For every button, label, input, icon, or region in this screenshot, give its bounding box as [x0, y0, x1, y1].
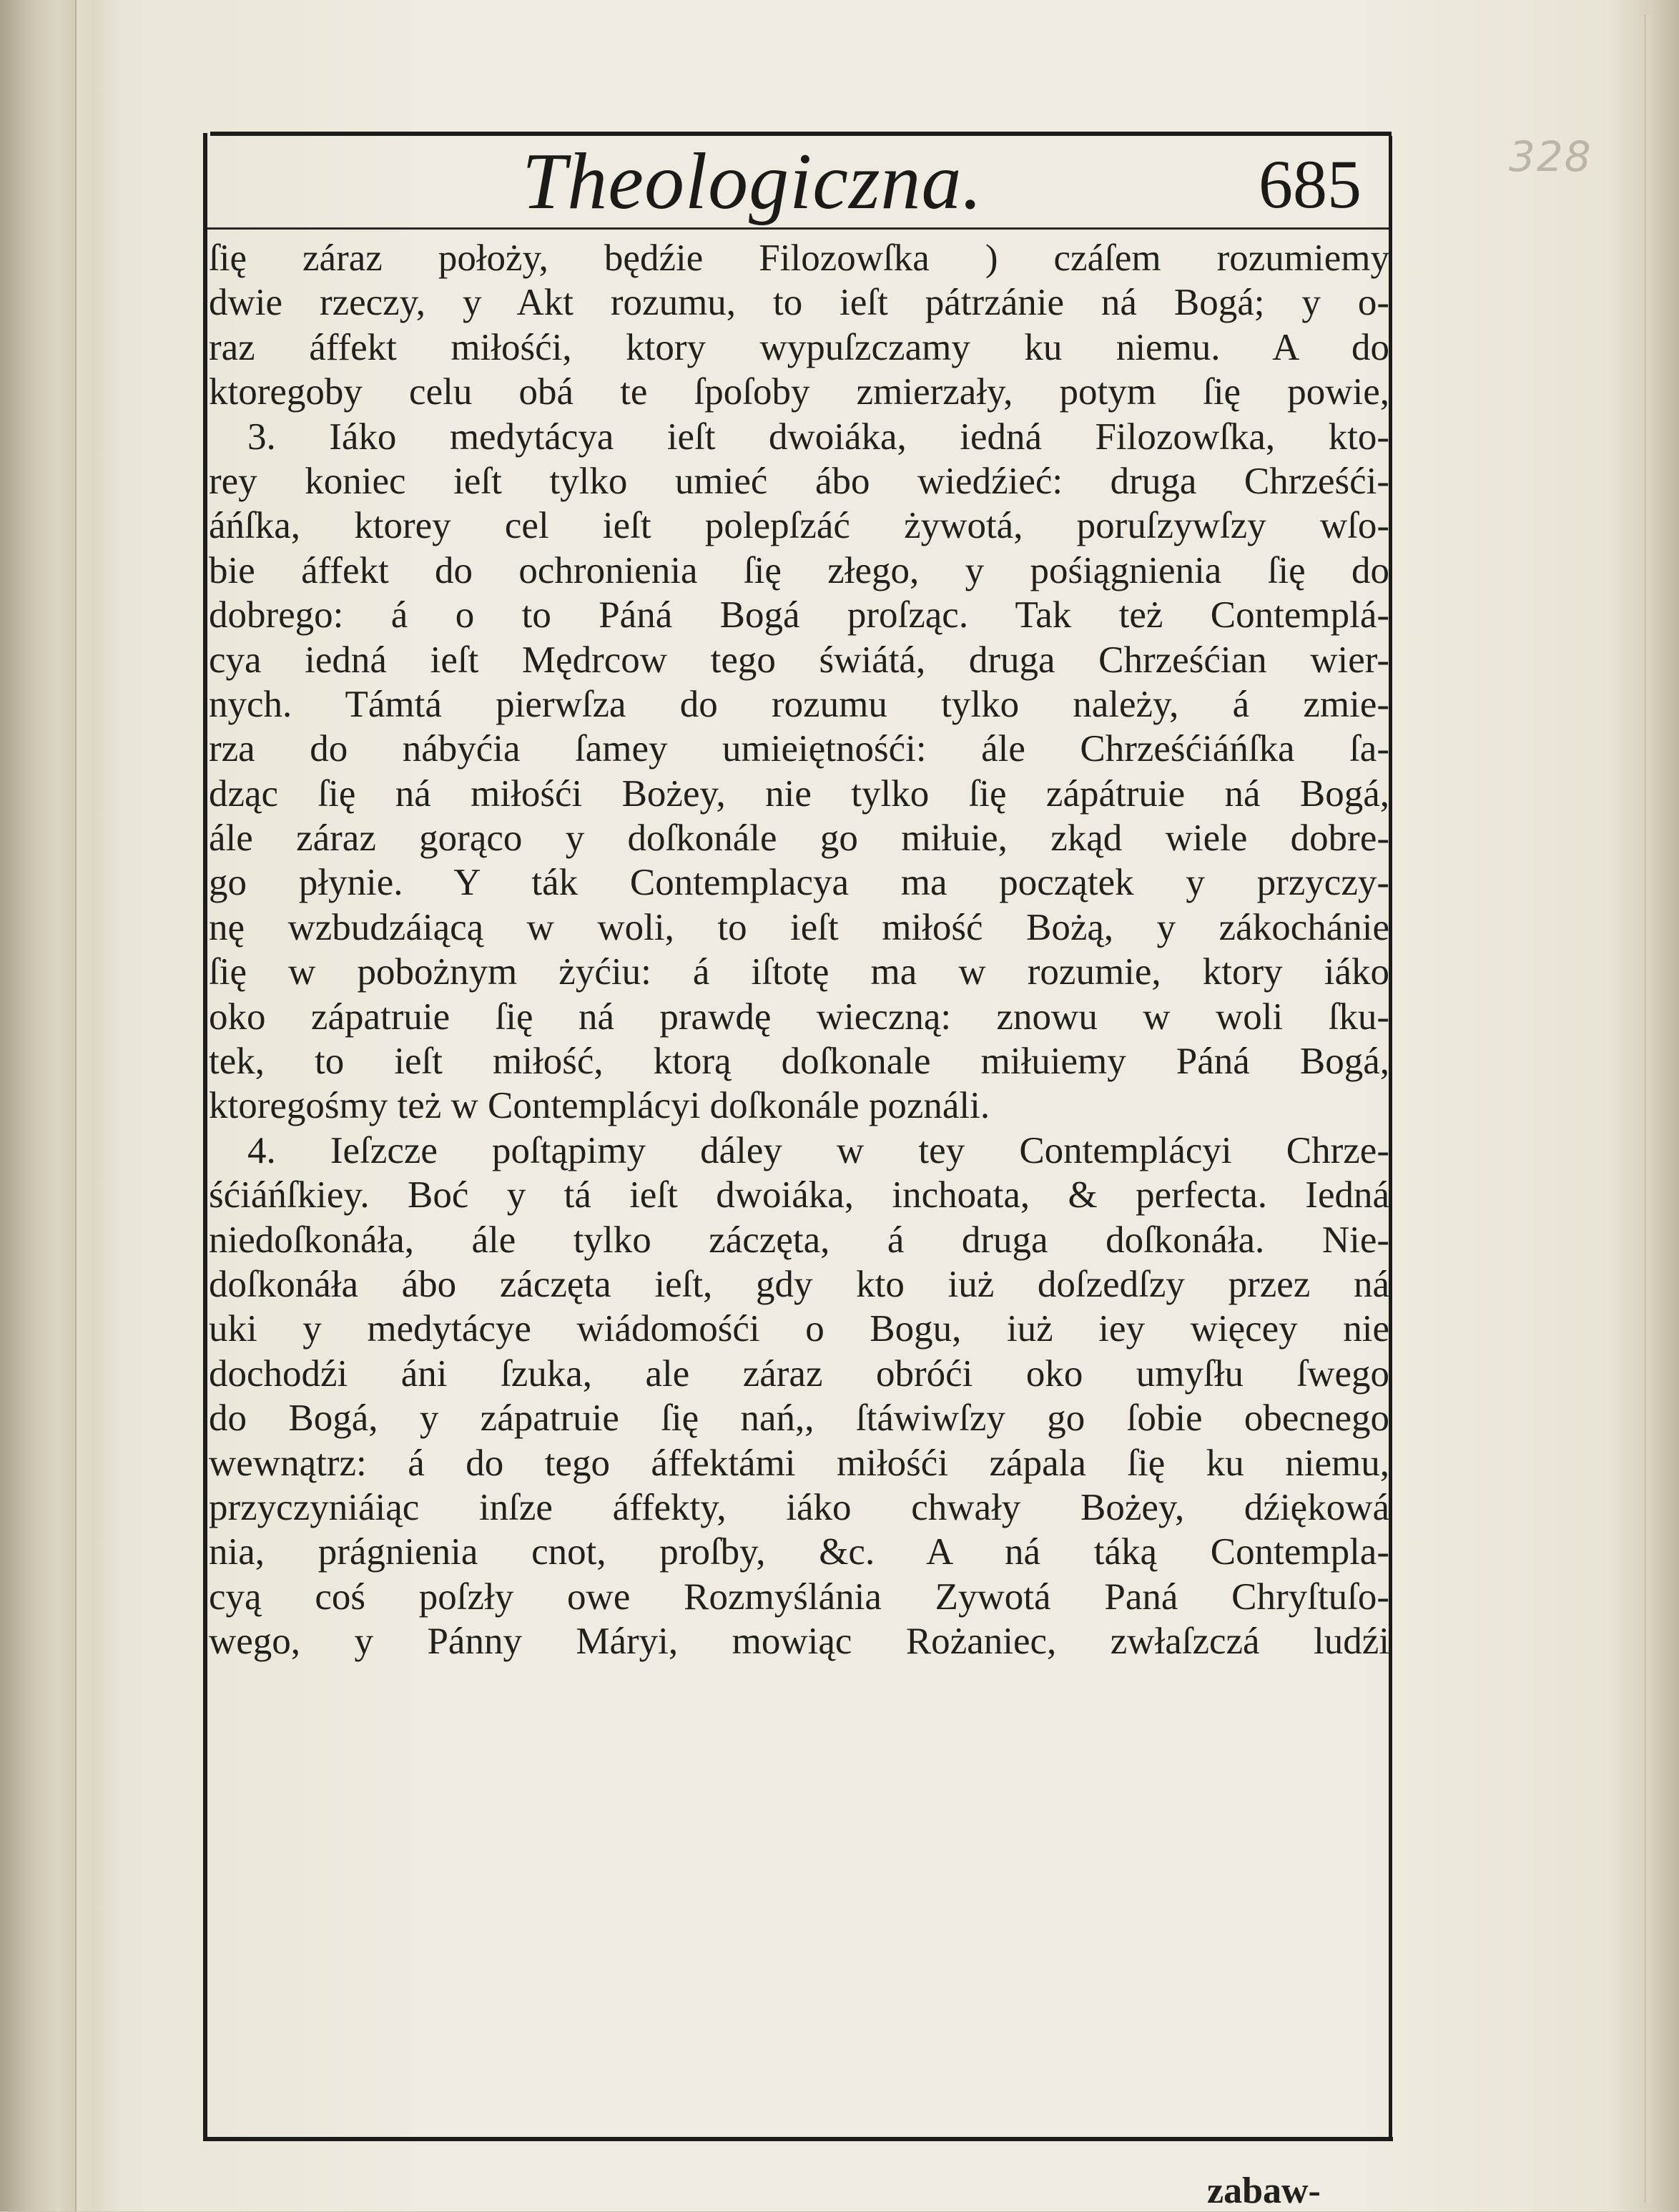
- frame-bottom-rule: [203, 2137, 1393, 2141]
- text-line: tek, to ieſt miłość, ktorą doſkonale miłuiemy Páná Bogá,: [209, 1041, 1389, 1083]
- body-text: [207, 236, 1391, 1664]
- text-line: nia, prágnienia cnot, proſby, &c. A ná táką Contempla-: [209, 1531, 1389, 1573]
- text-line: śćiáńſkiey. Boć y tá ieſt dwoiáka, inchoata, & perfecta. Iedná: [209, 1174, 1389, 1216]
- margin-note-pencil: 328: [1509, 132, 1592, 181]
- text-line: ſię záraz położy, będźie Filozowſka ) czáſem rozumiemy: [209, 237, 1389, 279]
- text-line: rza do nábyćia ſamey umieiętnośći: ále Chrześćiáńſka ſa-: [209, 728, 1389, 770]
- text-line: 3. Iáko medytácya ieſt dwoiáka, iedná Filozowſka, kto-: [247, 416, 1389, 458]
- text-line: bie áffekt do ochronienia ſię złego, y pośiągnienia ſię do: [209, 549, 1389, 591]
- text-line: 4. Ieſzcze poſtąpimy dáley w tey Contemplácyi Chrze-: [247, 1129, 1389, 1171]
- text-line: dwie rzeczy, y Akt rozumu, to ieſt pátrzánie ná Bogá; y o-: [209, 282, 1389, 324]
- text-line: cyą coś poſzły owe Rozmyślánia Zywotá Paná Chryſtuſo-: [209, 1576, 1389, 1618]
- text-line: ktoregośmy też w Contemplácyi doſkonále poználi.: [209, 1085, 990, 1127]
- text-line: wewnątrz: á do tego áffektámi miłośći zápala ſię ku niemu,: [209, 1442, 1389, 1484]
- text-line: go płynie. Y ták Contemplacya ma początek y przyczy-: [209, 862, 1389, 904]
- text-line: rey koniec ieſt tylko umieć ábo wiedźieć: druga Chrześći-: [209, 460, 1389, 502]
- text-line: nę wzbudzáiącą w woli, to ieſt miłość Bożą, y zákochánie: [209, 906, 1389, 948]
- header-rule: [207, 227, 1389, 230]
- text-line: ktoregoby celu obá te ſpoſoby zmierzały, potym ſię powie,: [209, 371, 1389, 413]
- text-line: ále záraz gorąco y doſkonále go miłuie, zkąd wiele dobre-: [209, 817, 1389, 860]
- text-line: uki y medytácye wiádomośći o Bogu, iuż iey więcey nie: [209, 1308, 1389, 1350]
- text-line: dochodźi áni ſzuka, ale záraz obróći oko umyſłu ſwego: [209, 1352, 1389, 1395]
- text-line: dząc ſię ná miłośći Bożey, nie tylko ſię zápátruie ná Bogá,: [209, 772, 1389, 815]
- text-line: raz áffekt miłośći, ktory wypuſzczamy ku niemu. A do: [209, 326, 1389, 368]
- text-line: ſię w pobożnym żyćiu: á iſtotę ma w rozumie, ktory iáko: [209, 951, 1389, 993]
- text-line: do Bogá, y zápatruie ſię nań,, ſtáwiwſzy go ſobie obecnego: [209, 1397, 1389, 1440]
- page-right-edge: [1645, 14, 1651, 2203]
- page-number: 685: [1259, 146, 1362, 222]
- book-spine-left: [0, 0, 77, 2211]
- text-line: dobrego: á o to Páná Bogá proſząc. Tak też Contemplá-: [209, 594, 1389, 636]
- text-line: áńſka, ktorey cel ieſt polepſzáć żywotá, poruſzywſzy wſo-: [209, 505, 1389, 547]
- text-line: wego, y Pánny Máryi, mowiąc Rożaniec, zwłaſzczá ludźi: [209, 1621, 1389, 1663]
- text-line: cya iedná ieſt Mędrcow tego świátá, druga Chrześćian wier-: [209, 639, 1389, 681]
- text-line: doſkonáła ábo záczęta ieſt, gdy kto iuż doſzedſzy przez ná: [209, 1263, 1389, 1305]
- text-line: nych. Támtá pierwſza do rozumu tylko należy, á zmie-: [209, 683, 1389, 725]
- catchword: zabaw-: [1207, 2171, 1321, 2211]
- text-line: oko zápatruie ſię ná prawdę wieczną: znowu w woli ſku-: [209, 996, 1389, 1038]
- text-line: niedoſkonáła, ále tylko záczęta, á druga doſkonáła. Nie-: [209, 1219, 1389, 1261]
- text-line: przyczyniáiąc inſze áffekty, iáko chwały Bożey, dźiękowá: [209, 1486, 1389, 1528]
- running-head: Theologiczna.: [522, 137, 983, 226]
